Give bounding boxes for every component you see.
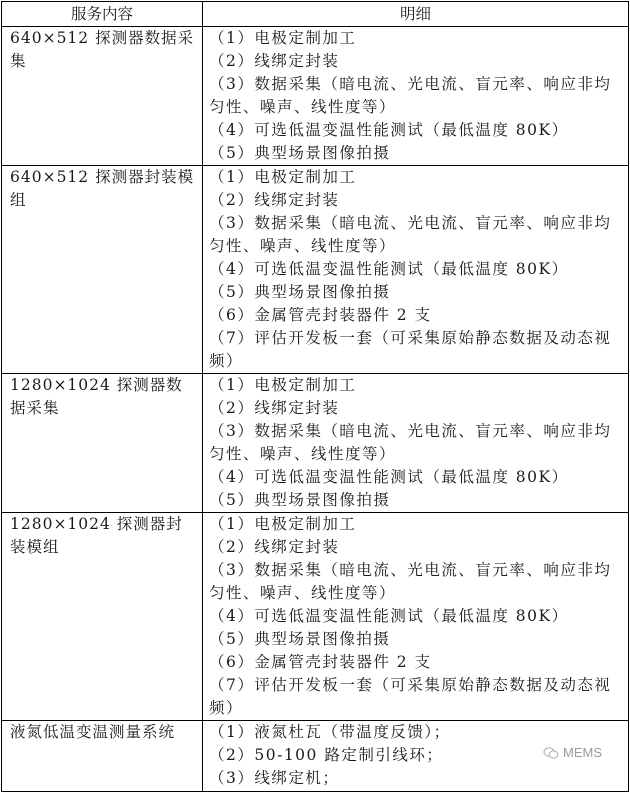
detail-item: （6）金属管壳封装器件 2 支 — [209, 653, 432, 671]
detail-item: （1）电极定制加工 — [209, 29, 357, 47]
detail-item: （3）数据采集（暗电流、光电流、盲元率、响应非均匀性、噪声、线性度等） — [209, 214, 612, 255]
table-row — [2, 374, 629, 513]
table-row — [2, 721, 629, 792]
watermark-label: MEMS — [563, 745, 602, 760]
detail-item: （4）可选低温变温性能测试（最低温度 80K） — [209, 607, 569, 625]
detail-item: （2）50-100 路定制引线环； — [209, 746, 444, 764]
wechat-icon — [543, 746, 559, 760]
detail-item: （1）液氮杜瓦（带温度反馈）； — [209, 723, 451, 741]
detail-item: （7）评估开发板一套（可采集原始静态数据及动态视频） — [209, 329, 612, 370]
watermark — [543, 745, 602, 760]
detail-item: （2）线绑定封装 — [209, 538, 340, 556]
service-cell: 640×512 探测器封装模组 — [2, 166, 203, 374]
detail-item: （4）可选低温变温性能测试（最低温度 80K） — [209, 468, 569, 486]
detail-item: （2）线绑定封装 — [209, 52, 340, 70]
detail-item: （1）电极定制加工 — [209, 376, 357, 394]
service-table — [1, 1, 629, 792]
detail-item: （5）典型场景图像拍摄 — [209, 630, 391, 648]
detail-item: （4）可选低温变温性能测试（最低温度 80K） — [209, 121, 569, 139]
service-cell: 640×512 探测器数据采集 — [2, 27, 203, 166]
detail-item: （5）典型场景图像拍摄 — [209, 491, 391, 509]
detail-item: （7）评估开发板一套（可采集原始静态数据及动态视频） — [209, 676, 612, 717]
table-row — [2, 166, 629, 374]
table-row — [2, 513, 629, 721]
service-cell: 1280×1024 探测器封装模组 — [2, 513, 203, 721]
service-cell: 液氮低温变温测量系统 — [2, 721, 203, 792]
detail-item: （1）电极定制加工 — [209, 515, 357, 533]
details-cell — [203, 166, 629, 374]
column-header-service: 服务内容 — [2, 2, 203, 27]
detail-item: （1）电极定制加工 — [209, 168, 357, 186]
details-cell — [203, 27, 629, 166]
detail-item: （3）数据采集（暗电流、光电流、盲元率、响应非均匀性、噪声、线性度等） — [209, 422, 612, 463]
table-row — [2, 27, 629, 166]
detail-item: （6）金属管壳封装器件 2 支 — [209, 306, 432, 324]
details-cell — [203, 513, 629, 721]
detail-item: （3）线绑定机； — [209, 769, 340, 787]
details-cell — [203, 374, 629, 513]
service-cell: 1280×1024 探测器数据采集 — [2, 374, 203, 513]
detail-item: （5）典型场景图像拍摄 — [209, 144, 391, 162]
detail-item: （2）线绑定封装 — [209, 399, 340, 417]
table-header-row — [2, 2, 629, 27]
column-header-details: 明细 — [203, 2, 629, 27]
detail-item: （5）典型场景图像拍摄 — [209, 283, 391, 301]
detail-item: （3）数据采集（暗电流、光电流、盲元率、响应非均匀性、噪声、线性度等） — [209, 561, 612, 602]
detail-item: （3）数据采集（暗电流、光电流、盲元率、响应非均匀性、噪声、线性度等） — [209, 75, 612, 116]
detail-item: （2）线绑定封装 — [209, 191, 340, 209]
detail-item: （4）可选低温变温性能测试（最低温度 80K） — [209, 260, 569, 278]
